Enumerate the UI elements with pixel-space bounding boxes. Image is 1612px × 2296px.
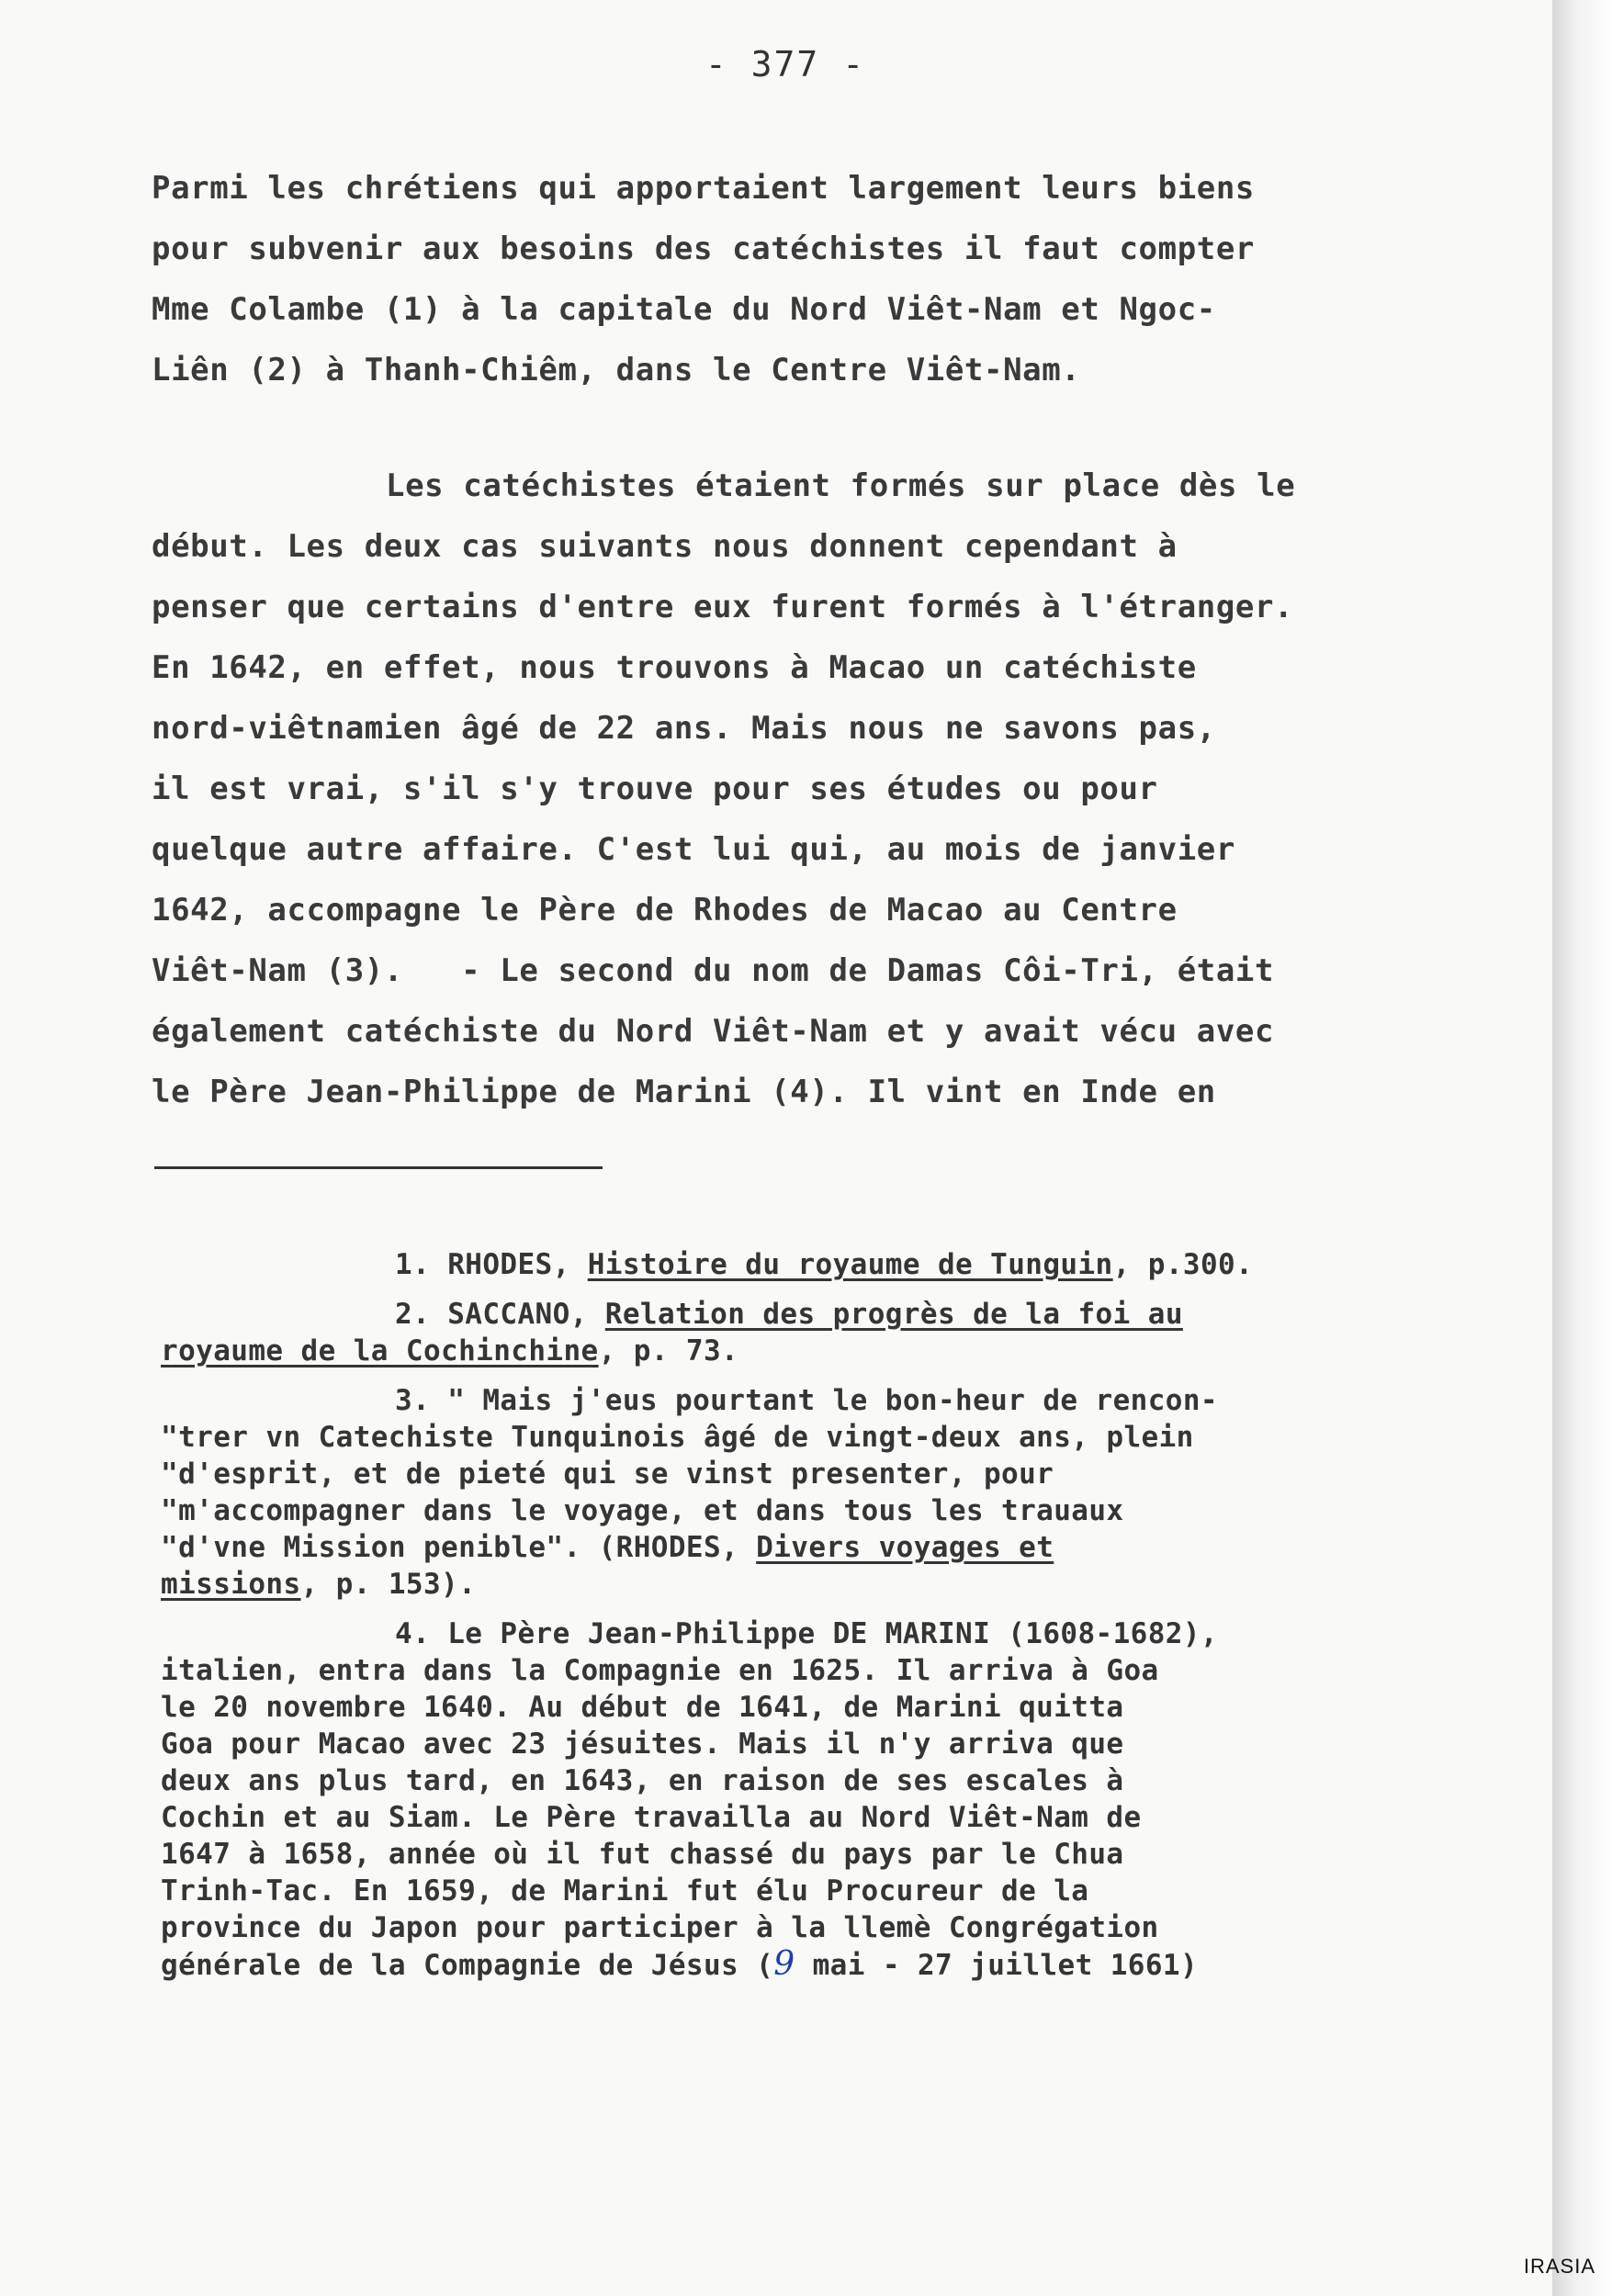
footnote-separator <box>154 1166 603 1169</box>
paragraph-1 <box>152 158 1493 400</box>
archive-watermark: IRASIA <box>1523 2255 1595 2278</box>
footnote-1 <box>161 1246 1548 1283</box>
footnote-line <box>161 1946 1548 1984</box>
footnote-3 <box>161 1382 1548 1603</box>
text-line: penser que certains d'entre eux furent formés à l'étranger. <box>152 589 1294 625</box>
text-line: quelque autre affaire. C'est lui qui, au mois de janvier <box>152 831 1235 868</box>
footnote-line <box>161 1566 1548 1603</box>
footnote-text: "d'vne Mission penible". (RHODES, <box>161 1531 757 1564</box>
paragraph-2 <box>152 456 1493 1122</box>
footnote-page: , p. 153). <box>300 1568 477 1601</box>
text-line: il est vrai, s'il s'y trouve pour ses études ou pour <box>152 771 1158 807</box>
footnote-number: 2. <box>395 1298 448 1331</box>
footnotes <box>161 1246 1548 1997</box>
handwritten-correction: 9 <box>773 1945 795 1983</box>
footnote-line: Trinh-Tac. En 1659, de Marini fut élu Procureur de la <box>161 1874 1089 1908</box>
footnote-author: RHODES, <box>447 1248 588 1281</box>
footnote-line: "d'esprit, et de pieté qui se vinst presenter, pour <box>161 1458 1054 1491</box>
footnote-line <box>161 1246 1548 1283</box>
text-line: 1642, accompagne le Père de Rhodes de Macao au Centre <box>152 892 1178 929</box>
footnote-line: "m'accompagner dans le voyage, et dans tous les trauaux <box>161 1494 1124 1527</box>
footnote-title: Histoire du royaume de Tunguin <box>587 1248 1113 1281</box>
footnote-title: Divers voyages et <box>756 1531 1054 1564</box>
text-line: En 1642, en effet, nous trouvons à Macao un catéchiste <box>152 649 1197 686</box>
footnote-line: italien, entra dans la Compagnie en 1625. Il arriva à Goa <box>161 1654 1159 1687</box>
footnote-2 <box>161 1296 1548 1369</box>
footnote-line: le 20 novembre 1640. Au début de 1641, de Marini quitta <box>161 1691 1124 1724</box>
footnote-4 <box>161 1615 1548 1984</box>
footnote-line <box>161 1529 1548 1566</box>
text-line: nord-viêtnamien âgé de 22 ans. Mais nous ne savons pas, <box>152 710 1216 747</box>
footnote-number: 1. <box>395 1248 448 1281</box>
footnote-title: royaume de la Cochinchine <box>161 1334 599 1367</box>
footnote-page: , p. 73. <box>598 1334 739 1367</box>
footnote-text: mai - 27 juillet 1661) <box>795 1949 1199 1982</box>
text-line: Parmi les chrétiens qui apportaient largement leurs biens <box>152 170 1255 207</box>
text-line: également catéchiste du Nord Viêt-Nam et y avait vécu avec <box>152 1013 1275 1050</box>
text-line: Mme Colambe (1) à la capitale du Nord Viêt-Nam et Ngoc- <box>152 291 1216 328</box>
text-line: Viêt-Nam (3). - Le second du nom de Damas Côi-Tri, était <box>152 952 1275 989</box>
page-number: - 377 - <box>705 44 866 84</box>
footnote-line: Goa pour Macao avec 23 jésuites. Mais il n'y arriva que <box>161 1728 1124 1761</box>
footnote-line <box>161 1296 1548 1333</box>
footnote-line: 1647 à 1658, année où il fut chassé du pays par le Chua <box>161 1838 1124 1871</box>
footnote-title: Relation des progrès de la foi au <box>604 1298 1183 1331</box>
footnote-line: Cochin et au Siam. Le Père travailla au Nord Viêt-Nam de <box>161 1801 1142 1834</box>
text-line: pour subvenir aux besoins des catéchistes il faut compter <box>152 231 1255 267</box>
footnote-line <box>161 1333 1548 1369</box>
footnote-page: , p.300. <box>1112 1248 1254 1281</box>
text-line: le Père Jean-Philippe de Marini (4). Il vint en Inde en <box>152 1074 1216 1110</box>
text-line: Liên (2) à Thanh-Chiêm, dans le Centre Viêt-Nam. <box>152 352 1081 388</box>
text-line: début. Les deux cas suivants nous donnent cependant à <box>152 528 1178 565</box>
page-edge-shadow <box>1552 0 1612 2296</box>
footnote-text: générale de la Compagnie de Jésus ( <box>161 1949 774 1982</box>
footnote-title: missions <box>161 1568 301 1601</box>
footnote-author: SACCANO, <box>447 1298 605 1331</box>
footnote-line: deux ans plus tard, en 1643, en raison de ses escales à <box>161 1764 1124 1797</box>
footnote-line: 3. " Mais j'eus pourtant le bon-heur de rencon- <box>395 1384 1218 1417</box>
footnote-line: province du Japon pour participer à la llemè Congrégation <box>161 1911 1159 1944</box>
footnote-line: 4. Le Père Jean-Philippe DE MARINI (1608-1682), <box>395 1617 1218 1650</box>
text-line: Les catéchistes étaient formés sur place dès le <box>386 467 1296 504</box>
footnote-line: "trer vn Catechiste Tunquinois âgé de vingt-deux ans, plein <box>161 1421 1194 1454</box>
